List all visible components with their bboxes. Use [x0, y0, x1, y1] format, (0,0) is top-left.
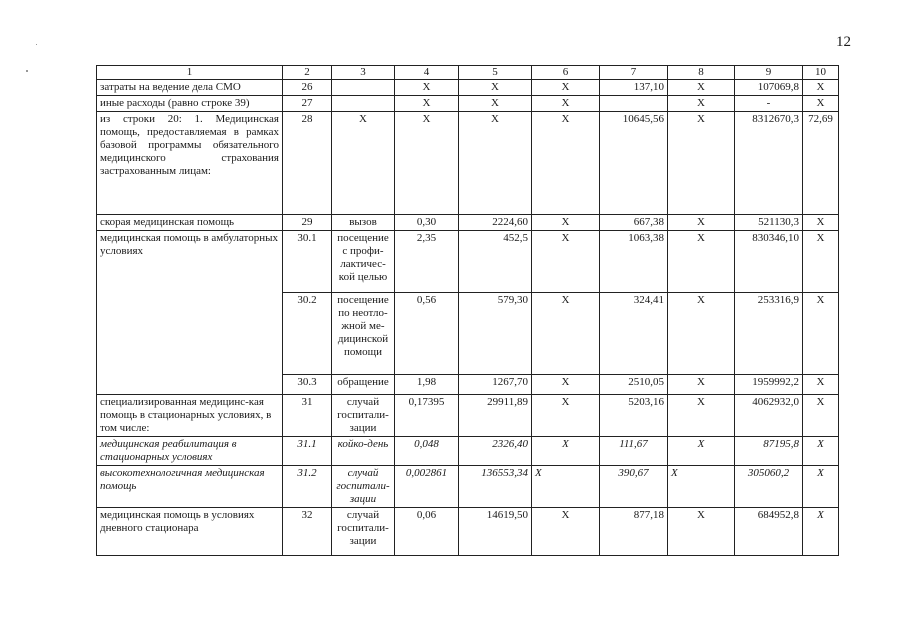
cell-c6: X [532, 231, 600, 293]
header-row [97, 66, 839, 80]
row-name: из строки 20: 1. Медицинская помощь, предоставляемая в рамках базовой программы обязательного медицинского страхования застрахованным лицам: [97, 112, 283, 215]
cell-c7: 111,67 [600, 437, 668, 466]
cell-c9: 830346,10 [735, 231, 803, 293]
cell-c6: X [532, 293, 600, 375]
cell-c4: 0,048 [395, 437, 459, 466]
line-code: 30.2 [283, 293, 332, 375]
cell-c8: X [668, 466, 735, 508]
cell-c9: 87195,8 [735, 437, 803, 466]
header-cell: 3 [332, 66, 395, 80]
table-row [97, 508, 839, 556]
cell-c8: X [668, 96, 735, 112]
row-name: скорая медицинская помощь [97, 215, 283, 231]
cell-c6: X [532, 112, 600, 215]
cell-c7: 137,10 [600, 80, 668, 96]
cell-c4: X [395, 80, 459, 96]
line-code: 26 [283, 80, 332, 96]
line-code: 30.1 [283, 231, 332, 293]
cell-c5: 136553,34 [459, 466, 532, 508]
cell-c7: 2510,05 [600, 375, 668, 395]
unit-cell: случай госпитали-зации [332, 508, 395, 556]
unit-cell: X [332, 112, 395, 215]
cell-c7: 877,18 [600, 508, 668, 556]
table-row [97, 395, 839, 437]
cell-c5: X [459, 80, 532, 96]
cell-c4: X [395, 96, 459, 112]
cell-c6: X [532, 466, 600, 508]
line-code: 32 [283, 508, 332, 556]
cell-c5: 452,5 [459, 231, 532, 293]
cell-c6: X [532, 215, 600, 231]
row-name: затраты на ведение дела СМО [97, 80, 283, 96]
row-name: медицинская реабилитация в стационарных условиях [97, 437, 283, 466]
cell-c6: X [532, 508, 600, 556]
row-name: медицинская помощь в амбулаторных условиях [97, 231, 283, 395]
unit-cell [332, 96, 395, 112]
cell-c4: 2,35 [395, 231, 459, 293]
cell-c9: 1959992,2 [735, 375, 803, 395]
cell-c5: X [459, 96, 532, 112]
row-name: медицинская помощь в условиях дневного стационара [97, 508, 283, 556]
cell-c9: 253316,9 [735, 293, 803, 375]
line-code: 31 [283, 395, 332, 437]
unit-cell [332, 80, 395, 96]
cell-c5: 1267,70 [459, 375, 532, 395]
cell-c7: 1063,38 [600, 231, 668, 293]
header-cell: 1 [97, 66, 283, 80]
cell-c8: X [668, 395, 735, 437]
cell-c9: 521130,3 [735, 215, 803, 231]
cell-c9: 684952,8 [735, 508, 803, 556]
cell-c4: 0,17395 [395, 395, 459, 437]
cell-c4: 0,56 [395, 293, 459, 375]
unit-cell: посещение с профи-лактичес-кой целью [332, 231, 395, 293]
cell-c6: X [532, 80, 600, 96]
cell-c9: - [735, 96, 803, 112]
scan-speck [36, 44, 37, 45]
cell-c6: X [532, 395, 600, 437]
unit-cell: случай госпитали-зации [332, 395, 395, 437]
cell-c6: X [532, 375, 600, 395]
cell-c7: 390,67 [600, 466, 668, 508]
cell-c10: 72,69 [803, 112, 839, 215]
cell-c5: X [459, 112, 532, 215]
cell-c8: X [668, 112, 735, 215]
table-row [97, 80, 839, 96]
cell-c9: 107069,8 [735, 80, 803, 96]
cell-c10: X [803, 215, 839, 231]
cell-c8: X [668, 508, 735, 556]
header-cell: 9 [735, 66, 803, 80]
cell-c7: 324,41 [600, 293, 668, 375]
cell-c8: X [668, 293, 735, 375]
header-cell: 10 [803, 66, 839, 80]
cell-c9: 305060,2 [735, 466, 803, 508]
cell-c10: X [803, 437, 839, 466]
header-cell: 7 [600, 66, 668, 80]
header-cell: 4 [395, 66, 459, 80]
row-name: специализированная медицинс-кая помощь в стационарных условиях, в том числе: [97, 395, 283, 437]
cell-c4: X [395, 112, 459, 215]
cell-c10: X [803, 231, 839, 293]
table-row [97, 437, 839, 466]
line-code: 30.3 [283, 375, 332, 395]
cell-c7: 5203,16 [600, 395, 668, 437]
table-row [97, 215, 839, 231]
row-name: высокотехнологичная медицинская помощь [97, 466, 283, 508]
cell-c10: X [803, 375, 839, 395]
cell-c4: 0,06 [395, 508, 459, 556]
unit-cell: койко-день [332, 437, 395, 466]
cell-c7: 10645,56 [600, 112, 668, 215]
cell-c5: 2224,60 [459, 215, 532, 231]
cell-c4: 1,98 [395, 375, 459, 395]
unit-cell: посещение по неотло-жной ме-дицинской помощи [332, 293, 395, 375]
line-code: 28 [283, 112, 332, 215]
cell-c4: 0,30 [395, 215, 459, 231]
cell-c6: X [532, 437, 600, 466]
cell-c5: 2326,40 [459, 437, 532, 466]
cell-c4: 0,002861 [395, 466, 459, 508]
cell-c8: X [668, 80, 735, 96]
unit-cell: вызов [332, 215, 395, 231]
page-number: 12 [836, 34, 851, 50]
cell-c10: X [803, 466, 839, 508]
cell-c9: 4062932,0 [735, 395, 803, 437]
cell-c8: X [668, 375, 735, 395]
row-name: иные расходы (равно строке 39) [97, 96, 283, 112]
unit-cell: случай госпитали-зации [332, 466, 395, 508]
line-code: 29 [283, 215, 332, 231]
cell-c8: X [668, 215, 735, 231]
cell-c10: X [803, 293, 839, 375]
cell-c7: 667,38 [600, 215, 668, 231]
table-row [97, 466, 839, 508]
header-cell: 2 [283, 66, 332, 80]
cell-c10: X [803, 96, 839, 112]
cell-c5: 29911,89 [459, 395, 532, 437]
cell-c8: X [668, 437, 735, 466]
header-cell: 6 [532, 66, 600, 80]
cell-c6: X [532, 96, 600, 112]
line-code: 31.1 [283, 437, 332, 466]
cell-c9: 8312670,3 [735, 112, 803, 215]
table-row [97, 96, 839, 112]
cell-c10: X [803, 395, 839, 437]
line-code: 31.2 [283, 466, 332, 508]
cell-c10: X [803, 80, 839, 96]
cell-c5: 579,30 [459, 293, 532, 375]
table-row [97, 231, 839, 293]
cell-c10: X [803, 508, 839, 556]
cell-c5: 14619,50 [459, 508, 532, 556]
unit-cell: обращение [332, 375, 395, 395]
line-code: 27 [283, 96, 332, 112]
cell-c7 [600, 96, 668, 112]
financing-table [96, 65, 839, 556]
header-cell: 5 [459, 66, 532, 80]
scan-speck [26, 70, 28, 72]
header-cell: 8 [668, 66, 735, 80]
table-row [97, 112, 839, 215]
cell-c8: X [668, 231, 735, 293]
